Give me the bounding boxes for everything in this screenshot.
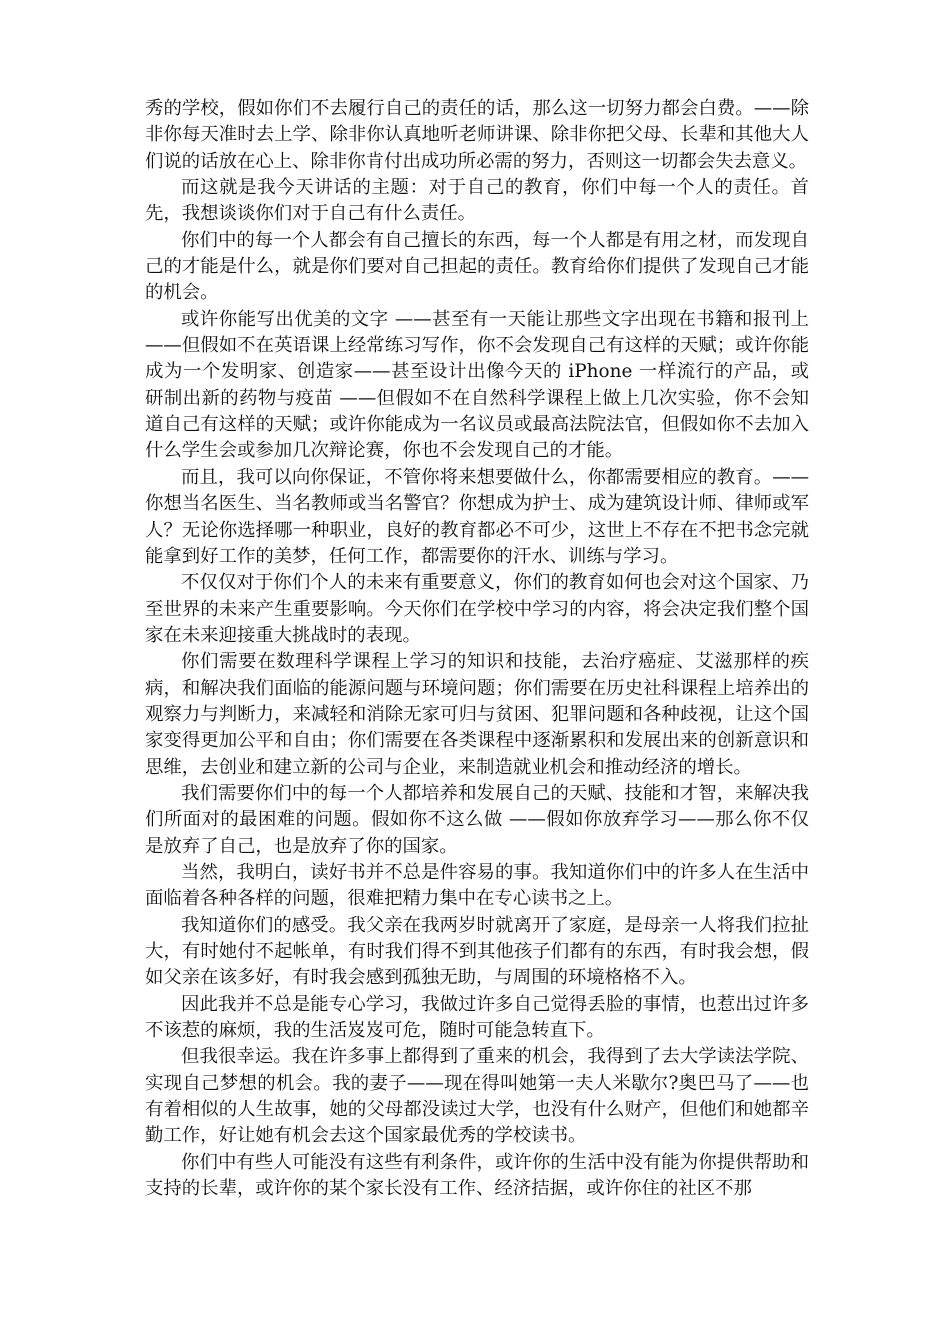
- paragraph: 因此我并不总是能专心学习，我做过许多自己觉得丢脸的事情，也惹出过许多不该惹的麻烦，我的生活岌岌可危，随时可能急转直下。: [145, 993, 809, 1042]
- paragraph: 但我很幸运。我在许多事上都得到了重来的机会，我得到了去大学读法学院、实现自己梦想的机会。我的妻子——现在得叫她第一夫人米歇尔?奥巴马了——也有着相似的人生故事，她的父母都没读过大学，也没有什么财产，但他们和她都辛勤工作，好让她有机会去这个国家最优秀的学校读书。: [145, 1046, 809, 1147]
- paragraph: 而且，我可以向你保证，不管你将来想要做什么，你都需要相应的教育。——你想当名医生、当名教师或当名警官？你想成为护士、成为建筑设计师、律师或军人？无论你选择哪一种职业，良好的教育都必不可少，这世上不存在不把书念完就能拿到好工作的美梦，任何工作，都需要你的汗水、训练与学习。: [145, 466, 809, 567]
- paragraph: 而这就是我今天讲话的主题：对于自己的教育，你们中每一个人的责任。首先，我想谈谈你们对于自己有什么责任。: [145, 177, 809, 225]
- paragraph: 当然，我明白，读好书并不总是件容易的事。我知道你们中的许多人在生活中面临着各种各样的问题，很难把精力集中在专心读书之上。: [145, 861, 809, 910]
- paragraph: 你们需要在数理科学课程上学习的知识和技能，去治疗癌症、艾滋那样的疾病，和解决我们面临的能源问题与环境问题；你们需要在历史社科课程上培养出的观察力与判断力，来减轻和消除无家可归与贫困、犯罪问题和各种歧视，让这个国家变得更加公平和自由；你们需要在各类课程中逐渐累积和发展出来的创新意识和思维，去创业和建立新的公司与企业，来制造就业机会和推动经济的增长。: [145, 651, 809, 778]
- paragraph: 你们中的每一个人都会有自己擅长的东西，每一个人都是有用之材，而发现自己的才能是什么，就是你们要对自己担起的责任。教育给你们提供了发现自己才能的机会。: [145, 229, 809, 304]
- paragraph: 我知道你们的感受。我父亲在我两岁时就离开了家庭，是母亲一人将我们拉扯大，有时她付不起帐单，有时我们得不到其他孩子们都有的东西，有时我会想，假如父亲在该多好，有时我会感到孤独无助，与周围的环境格格不入。: [145, 914, 809, 989]
- paragraph: 秀的学校，假如你们不去履行自己的责任的话，那么这一切努力都会白费。——除非你每天准时去上学、除非你认真地听老师讲课、除非你把父母、长辈和其他大人们说的话放在心上、除非你肯付出成功所必需的努力，否则这一切都会失去意义。: [145, 98, 809, 172]
- paragraph: 我们需要你们中的每一个人都培养和发展自己的天赋、技能和才智，来解决我们所面对的最困难的问题。假如你不这么做 ——假如你放弃学习——那么你不仅是放弃了自己，也是放弃了你的国家。: [145, 782, 809, 857]
- paragraph: 你们中有些人可能没有这些有利条件，或许你的生活中没有能为你提供帮助和支持的长辈，或许你的某个家长没有工作、经济拮据，或许你住的社区不那: [145, 1151, 809, 1200]
- paragraph: 或许你能写出优美的文字 ——甚至有一天能让那些文字出现在书籍和报刊上——但假如不在英语课上经常练习写作，你不会发现自己有这样的天赋；或许你能成为一个发明家、创造家——甚至设计出像今天的 iPhone 一样流行的产品，或研制出新的药物与疫苗 ——但假如不在自然科学课程上做上几次实验，你不会知道自己有这样的天赋；或许你能成为一名议员或最高法院法官，但假如你不去加入什么学生会或参加几次辩论赛，你也不会发现自己的才能。: [145, 308, 809, 462]
- paragraph: 不仅仅对于你们个人的未来有重要意义，你们的教育如何也会对这个国家、乃至世界的未来产生重要影响。今天你们在学校中学习的内容，将会决定我们整个国家在未来迎接重大挑战时的表现。: [145, 572, 809, 646]
- document-body: [145, 96, 809, 1202]
